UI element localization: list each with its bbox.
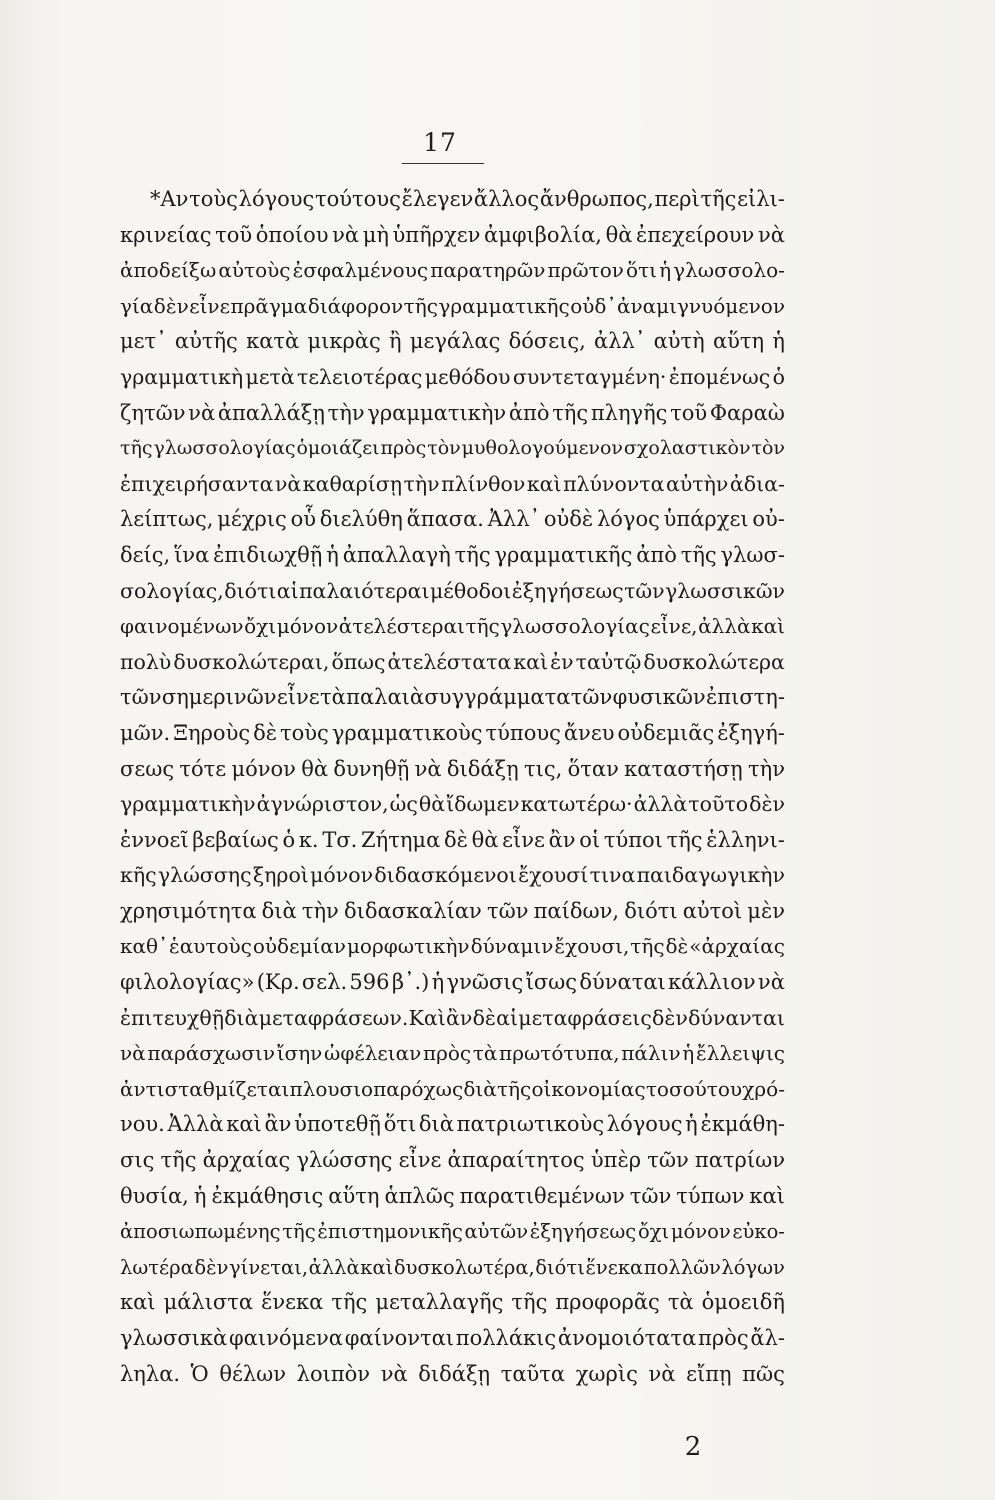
text-line: καθ᾽ ἑαυτοὺς οὐδεμίαν μορφωτικὴν δύναμιν ἔχουσι, τῆς δὲ «ἀρχαίας [120, 934, 785, 959]
text-line: ἀποσιωπωμένης τῆς ἐπιστημονικῆς αὐτῶν ἐξηγήσεως ὄχι μόνον εὐκο- [120, 1220, 785, 1244]
text-line: λωτέρα δὲν γίνεται, ἀλλὰ καὶ δυσκολωτέρα, διότι ἕνεκα πολλῶν λόγων [120, 1255, 785, 1279]
text-line: κῆς γλώσσης ξηροὶ μόνον διδασκόμενοι ἔχουσί τινα παιδαγωγικὴν [120, 863, 785, 888]
text-line: ἐπιτευχθῇ διὰ μεταφράσεων. Καὶ ἂν δὲ αἱ μεταφράσεις δὲν δύνανται [120, 1005, 785, 1030]
text-line: μετ᾽ αὐτῆς κατὰ μικρὰς ἢ μεγάλας δόσεις, ἀλλ᾽ αὐτὴ αὕτη ἡ [120, 329, 785, 354]
text-line: κρινείας τοῦ ὁποίου νὰ μὴ ὑπῆρχεν ἀμφιβολία, θὰ ἐπεχείρουν νὰ [120, 222, 785, 247]
text-line: πολὺ δυσκολώτεραι, ὅπως ἀτελέστατα καὶ ἐν ταὐτῷ δυσκολώτερα [120, 649, 785, 674]
page-number: 17 [423, 128, 457, 157]
text-line: ἀντισταθμίζεται πλουσιοπαρόχως διὰ τῆς οἰκονομίας τοσούτου χρό- [120, 1076, 785, 1101]
text-line: σις τῆς ἀρχαίας γλώσσης εἶνε ἀπαραίτητος ὑπὲρ τῶν πατρίων [120, 1148, 785, 1173]
text-line: φιλολογίας» (Κρ. σελ. 596 β᾽.) ἡ γνῶσις ἴσως δύναται κάλλιον νὰ [120, 970, 785, 995]
text-line: νου. Ἀλλὰ καὶ ἂν ὑποτεθῇ ὅτι διὰ πατριωτικοὺς λόγους ἡ ἐκμάθη- [120, 1112, 785, 1137]
text-line: ἐπιχειρήσαντα νὰ καθαρίσῃ τὴν πλίνθον καὶ πλύνοντα αὐτὴν ἀδια- [120, 471, 785, 496]
text-line: τῆς γλωσσολογίας ὁμοιάζει πρὸς τὸν μυθολογούμενον σχολαστικὸν τὸν [120, 437, 785, 460]
text-line: σολογίας, διότι αἱ παλαιότεραι μέθοδοι ἐξηγήσεως τῶν γλωσσικῶν [120, 578, 785, 603]
text-line: *Αν τοὺς λόγους τούτους ἔλεγεν ἄλλος ἄνθρωπος, περὶ τῆς εἰλι- [150, 187, 785, 211]
text-line: ἀποδείξω αὐτοὺς ἐσφαλμένους παρατηρῶν πρῶτον ὅτι ἡ γλωσσολο- [120, 258, 785, 283]
text-line: γλωσσικὰ φαινόμενα φαίνονται πολλάκις ἀνομοιότατα πρὸς ἄλ- [120, 1326, 785, 1350]
text-line: φαινομένων ὄχι μόνον ἀτελέστεραι τῆς γλωσσολογίας εἶνε, ἀλλὰ καὶ [120, 614, 785, 639]
text-line: μῶν. Ξηροὺς δὲ τοὺς γραμματικοὺς τύπους ἄνευ οὐδεμιᾶς ἐξηγή- [120, 720, 785, 745]
text-line: νὰ παράσχωσιν ἴσην ὠφέλειαν πρὸς τὰ πρωτότυπα, πάλιν ἡ ἔλλειψις [120, 1041, 785, 1066]
text-line: δείς, ἵνα ἐπιδιωχθῇ ἡ ἀπαλλαγὴ τῆς γραμματικῆς ἀπὸ τῆς γλωσ- [120, 542, 785, 567]
text-line: γραμματικὴ μετὰ τελειοτέρας μεθόδου συντεταγμένη· ἐπομένως ὁ [120, 364, 785, 389]
text-line: σεως τότε μόνον θὰ δυνηθῇ νὰ διδάξῃ τις, ὅταν καταστήσῃ τὴν [120, 756, 785, 781]
text-line: καὶ μάλιστα ἕνεκα τῆς μεταλλαγῆς τῆς προφορᾶς τὰ ὁμοειδῆ [120, 1290, 785, 1315]
text-line: χρησιμότητα διὰ τὴν διδασκαλίαν τῶν παίδων, διότι αὐτοὶ μὲν [120, 898, 785, 923]
text-line: τῶν σημερινῶν εἶνε τὰ παλαιὰ συγγράμματα τῶν φυσικῶν ἐπιστη- [120, 685, 785, 710]
text-line: γία δὲν εἶνε πρᾶγμα διάφορον τῆς γραμματικῆς οὐδ᾽ ἀναμιγνυόμενον [120, 293, 785, 318]
text-line: γραμματικὴν ἀγνώριστον, ὡς θὰ ἴδωμεν κατωτέρω· ἀλλὰ τοῦτο δὲν [120, 792, 785, 817]
text-line: λείπτως, μέχρις οὗ διελύθη ἅπασα. Ἀλλ᾽ οὐδὲ λόγος ὑπάρχει οὐ- [120, 507, 785, 532]
signature-mark: 2 [684, 1432, 702, 1462]
body-text [120, 182, 785, 1392]
text-line: ληλα. Ὁ θέλων λοιπὸν νὰ διδάξῃ ταῦτα χωρὶς νὰ εἴπῃ πῶς [120, 1361, 785, 1386]
header-rule [402, 163, 484, 164]
text-line: ζητῶν νὰ ἀπαλλάξῃ τὴν γραμματικὴν ἀπὸ τῆς πληγῆς τοῦ Φαραὼ [120, 400, 785, 425]
text-line: ἐννοεῖ βεβαίως ὁ κ. Τσ. Ζήτημα δὲ θὰ εἶνε ἂν οἱ τύποι τῆς ἑλληνι- [120, 827, 785, 852]
text-line: θυσία, ἡ ἐκμάθησις αὕτη ἁπλῶς παρατιθεμένων τῶν τύπων καὶ [120, 1183, 785, 1208]
